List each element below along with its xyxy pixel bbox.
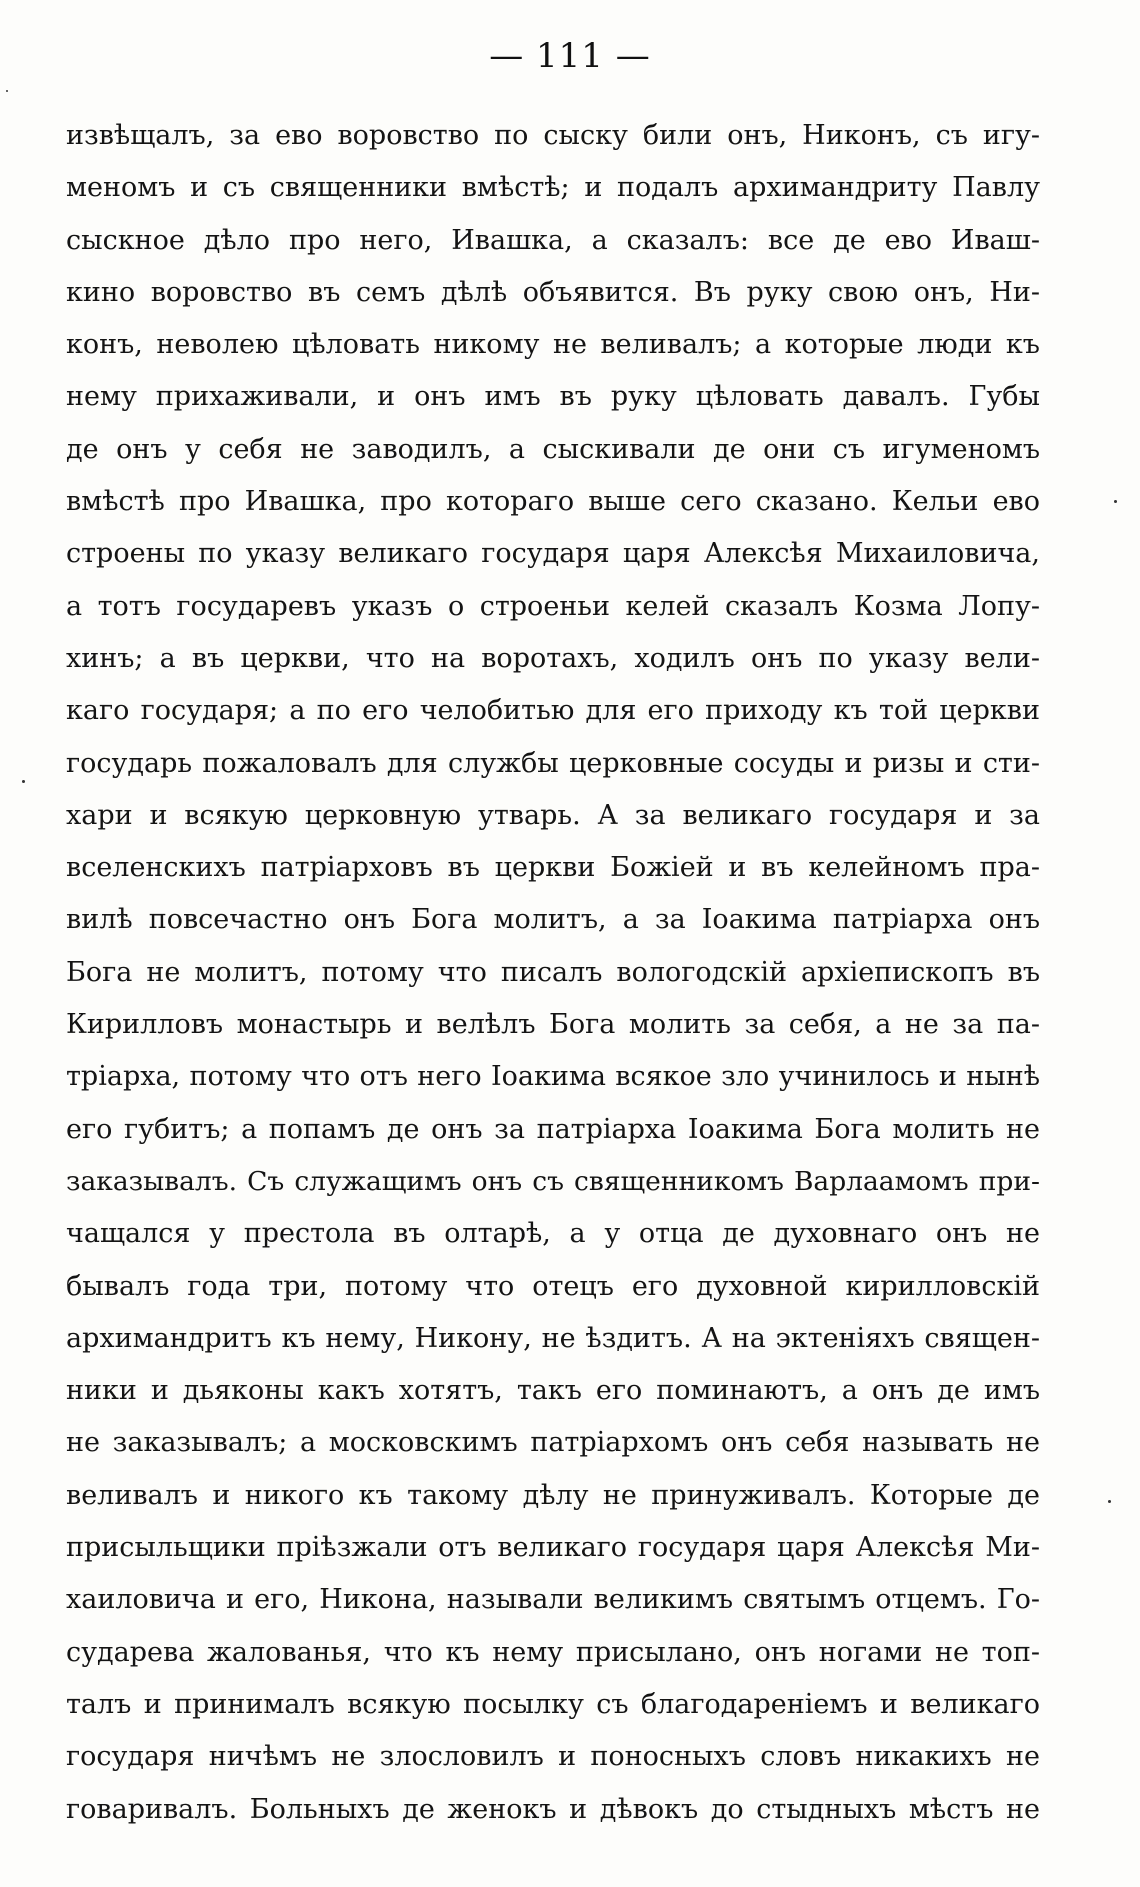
text-line: веливалъ и никого къ такому дѣлу не принуживалъ. Которые де — [66, 1479, 1040, 1511]
text-line: извѣщалъ, за ево воровство по сыску били онъ, Никонъ, съ игу- — [66, 120, 1040, 151]
text-line: каго государя; а по его челобитью для его приходу къ той церкви — [66, 695, 1040, 727]
text-line: бывалъ года три, потому что отецъ его духовной кирилловскій — [66, 1270, 1040, 1302]
text-line: архимандритъ къ нему, Никону, не ѣздитъ. А на эктеніяхъ священ- — [66, 1322, 1040, 1354]
text-line: строены по указу великаго государя царя Алексѣя Михаиловича, — [66, 538, 1040, 570]
text-line: вилѣ повсечастно онъ Бога молитъ, а за Іоакима патріарха онъ — [66, 904, 1040, 936]
text-line: кино воровство въ семъ дѣлѣ объявится. Въ руку свою онъ, Ни- — [66, 276, 1040, 308]
text-line: чащался у престола въ олтарѣ, а у отца де духовнаго онъ не — [66, 1218, 1040, 1250]
text-line: хари и всякую церковную утварь. А за великаго государя и за — [66, 799, 1040, 831]
text-line: государя ничѣмъ не злословилъ и поносныхъ словъ никакихъ не — [66, 1741, 1040, 1773]
text-line: сыскное дѣло про него, Ивашка, а сказалъ: все де ево Иваш- — [66, 224, 1040, 256]
text-line: Кирилловъ монастырь и велѣлъ Бога молить за себя, а не за па- — [66, 1009, 1040, 1041]
scan-speck — [6, 90, 8, 92]
text-line: не заказывалъ; а московскимъ патріархомъ онъ себя называть не — [66, 1427, 1040, 1459]
text-line: конъ, неволею цѣловать никому не веливалъ; а которые люди къ — [66, 329, 1040, 361]
text-line: говаривалъ. Больныхъ де женокъ и дѣвокъ до стыдныхъ мѣстъ не — [66, 1793, 1040, 1825]
text-line: хаиловича и его, Никона, называли великимъ святымъ отцемъ. Го- — [66, 1584, 1040, 1616]
text-line: сударева жалованья, что къ нему присылано, онъ ногами не топ- — [66, 1636, 1040, 1668]
scan-speck — [1108, 1500, 1111, 1503]
text-line: хинъ; а въ церкви, что на воротахъ, ходилъ онъ по указу вели- — [66, 642, 1040, 674]
text-line: вмѣстѣ про Ивашка, про котораго выше сего сказано. Кельи ево — [66, 486, 1040, 518]
scan-speck — [1114, 500, 1117, 503]
text-line: нему прихаживали, и онъ имъ въ руку цѣловать давалъ. Губы — [66, 381, 1040, 413]
text-line: заказывалъ. Съ служащимъ онъ съ священникомъ Варлаамомъ при- — [66, 1165, 1040, 1197]
text-line: присыльщики пріѣзжали отъ великаго государя царя Алексѣя Ми- — [66, 1532, 1040, 1564]
text-line: меномъ и съ священники вмѣстѣ; и подалъ архимандриту Павлу — [66, 172, 1040, 204]
text-line: его губитъ; а попамъ де онъ за патріарха Іоакима Бога молить не — [66, 1113, 1040, 1145]
body-text — [66, 110, 1040, 1836]
text-line: вселенскихъ патріарховъ въ церкви Божіей и въ келейномъ пра- — [66, 852, 1040, 884]
text-line: де онъ у себя не заводилъ, а сыскивали де они съ игуменомъ — [66, 433, 1040, 465]
text-line: ники и дьяконы какъ хотятъ, такъ его поминаютъ, а онъ де имъ — [66, 1375, 1040, 1407]
scan-speck — [22, 780, 25, 783]
page-number: — 111 — — [489, 36, 651, 76]
text-line: тріарха, потому что отъ него Іоакима всякое зло учинилось и нынѣ — [66, 1061, 1040, 1093]
text-line: государь пожаловалъ для службы церковные сосуды и ризы и сти- — [66, 747, 1040, 779]
text-line: Бога не молитъ, потому что писалъ вологодскій архіепископъ въ — [66, 956, 1040, 988]
text-line: талъ и принималъ всякую посылку съ благодареніемъ и великаго — [66, 1688, 1040, 1720]
text-line: а тотъ государевъ указъ о строеньи келей сказалъ Козма Лопу- — [66, 590, 1040, 622]
